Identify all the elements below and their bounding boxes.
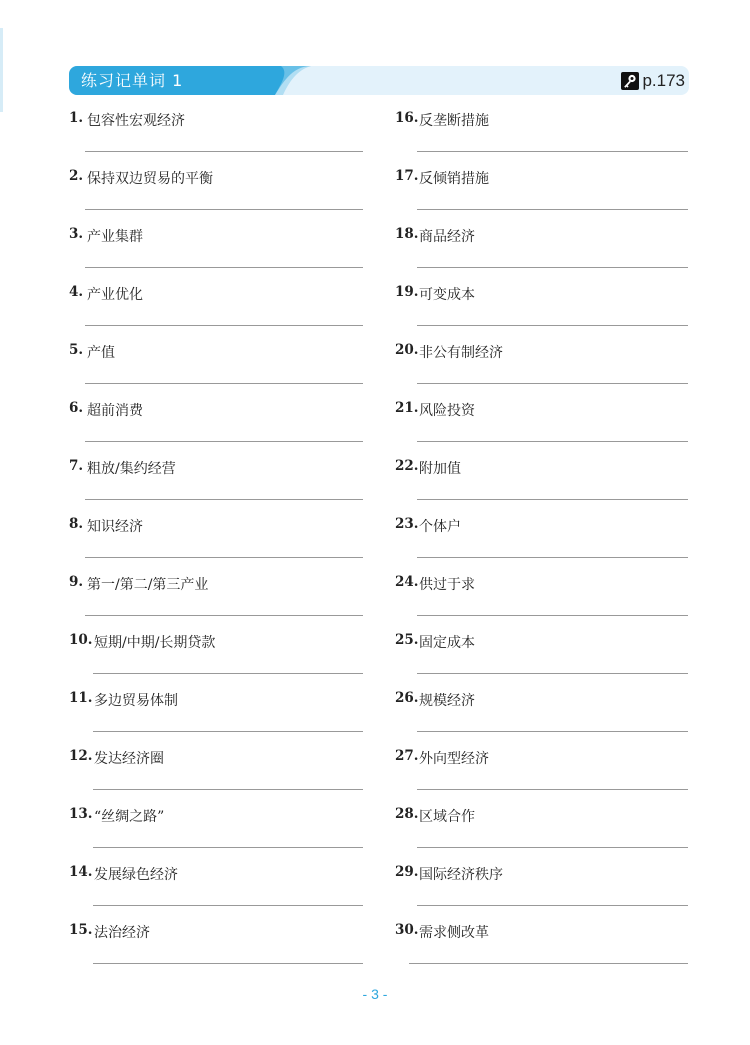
- item-number: 11.: [69, 690, 93, 706]
- answer-line[interactable]: [85, 499, 363, 500]
- item-term: 规模经济: [419, 693, 475, 709]
- item-term: 包容性宏观经济: [87, 113, 185, 129]
- answer-line[interactable]: [417, 731, 688, 732]
- answer-line[interactable]: [417, 383, 688, 384]
- item-term: 法治经济: [94, 925, 150, 941]
- item-number: 25.: [395, 632, 419, 648]
- item-term: 风险投资: [419, 403, 475, 419]
- answer-line[interactable]: [85, 441, 363, 442]
- vocab-item: [69, 684, 363, 742]
- item-term: 附加值: [419, 461, 461, 477]
- page-title: 练习记单词 1: [81, 71, 184, 90]
- answer-line[interactable]: [93, 963, 363, 964]
- vocab-column-left: [69, 104, 363, 974]
- item-term: 区域合作: [419, 809, 475, 825]
- item-term: 反垄断措施: [419, 113, 489, 129]
- vocab-item: [69, 626, 363, 684]
- item-number: 5.: [69, 342, 84, 358]
- vocab-item: [395, 220, 688, 278]
- answer-line[interactable]: [85, 151, 363, 152]
- item-number: 30.: [395, 922, 419, 938]
- item-number: 17.: [395, 168, 419, 184]
- answer-line[interactable]: [85, 267, 363, 268]
- item-term: 固定成本: [419, 635, 475, 651]
- item-term: 产业优化: [87, 287, 143, 303]
- answer-line[interactable]: [417, 847, 688, 848]
- answer-line[interactable]: [417, 441, 688, 442]
- item-number: 18.: [395, 226, 419, 242]
- answer-line[interactable]: [85, 209, 363, 210]
- vocab-item: [69, 220, 363, 278]
- item-number: 14.: [69, 864, 93, 880]
- item-number: 29.: [395, 864, 419, 880]
- item-term: 第一/第二/第三产业: [87, 577, 209, 593]
- item-term: 短期/中期/长期贷款: [94, 635, 216, 651]
- item-term: 发展绿色经济: [94, 867, 178, 883]
- item-term: 产值: [87, 345, 115, 361]
- answer-line[interactable]: [93, 673, 363, 674]
- item-term: 供过于求: [419, 577, 475, 593]
- item-number: 7.: [69, 458, 84, 474]
- section-header: [69, 66, 689, 95]
- vocab-item: [395, 162, 688, 220]
- item-term: “丝绸之路”: [94, 809, 165, 825]
- page-ref-text: p.173: [642, 71, 685, 90]
- item-term: 可变成本: [419, 287, 475, 303]
- item-number: 13.: [69, 806, 93, 822]
- answer-line[interactable]: [85, 557, 363, 558]
- answer-line[interactable]: [93, 731, 363, 732]
- vocab-item: [69, 104, 363, 162]
- item-number: 22.: [395, 458, 419, 474]
- vocab-item: [395, 394, 688, 452]
- vocab-item: [69, 858, 363, 916]
- item-number: 10.: [69, 632, 93, 648]
- item-number: 26.: [395, 690, 419, 706]
- vocab-item: [69, 916, 363, 974]
- item-number: 20.: [395, 342, 419, 358]
- answer-line[interactable]: [417, 325, 688, 326]
- vocab-item: [395, 278, 688, 336]
- answer-line[interactable]: [93, 847, 363, 848]
- item-term: 发达经济圈: [94, 751, 164, 767]
- vocab-item: [395, 626, 688, 684]
- vocab-item: [69, 800, 363, 858]
- answer-line[interactable]: [417, 499, 688, 500]
- answer-key-reference: [621, 66, 685, 95]
- item-number: 23.: [395, 516, 419, 532]
- item-term: 保持双边贸易的平衡: [87, 171, 213, 187]
- vocab-item: [69, 568, 363, 626]
- vocab-item: [69, 510, 363, 568]
- vocab-column-right: [395, 104, 688, 974]
- item-number: 6.: [69, 400, 84, 416]
- item-term: 商品经济: [419, 229, 475, 245]
- answer-line[interactable]: [409, 963, 688, 964]
- item-number: 8.: [69, 516, 84, 532]
- item-number: 4.: [69, 284, 84, 300]
- answer-line[interactable]: [93, 789, 363, 790]
- item-term: 产业集群: [87, 229, 143, 245]
- answer-line[interactable]: [417, 209, 688, 210]
- item-number: 27.: [395, 748, 419, 764]
- item-term: 国际经济秩序: [419, 867, 503, 883]
- vocab-item: [395, 916, 688, 974]
- item-number: 16.: [395, 110, 419, 126]
- vocab-item: [69, 162, 363, 220]
- side-margin-mark: [0, 28, 3, 112]
- answer-line[interactable]: [417, 151, 688, 152]
- page-number: - 3 -: [362, 986, 388, 1002]
- item-number: 9.: [69, 574, 84, 590]
- vocab-item: [395, 858, 688, 916]
- answer-line[interactable]: [85, 615, 363, 616]
- vocab-item: [69, 278, 363, 336]
- item-term: 非公有制经济: [419, 345, 503, 361]
- vocab-item: [395, 452, 688, 510]
- vocab-item: [69, 394, 363, 452]
- answer-line[interactable]: [85, 383, 363, 384]
- item-number: 15.: [69, 922, 93, 938]
- item-number: 21.: [395, 400, 419, 416]
- vocab-item: [395, 684, 688, 742]
- item-number: 2.: [69, 168, 84, 184]
- answer-line[interactable]: [417, 789, 688, 790]
- vocab-item: [69, 452, 363, 510]
- item-number: 1.: [69, 110, 84, 126]
- item-term: 外向型经济: [419, 751, 489, 767]
- item-number: 19.: [395, 284, 419, 300]
- item-term: 多边贸易体制: [94, 693, 178, 709]
- item-term: 知识经济: [87, 519, 143, 535]
- answer-line[interactable]: [417, 673, 688, 674]
- vocab-item: [395, 104, 688, 162]
- vocab-item: [395, 742, 688, 800]
- answer-line[interactable]: [85, 325, 363, 326]
- item-term: 需求侧改革: [419, 925, 489, 941]
- header-tab-curve: [241, 66, 311, 95]
- vocab-item: [395, 510, 688, 568]
- key-icon: [621, 72, 639, 90]
- answer-line[interactable]: [417, 905, 688, 906]
- answer-line[interactable]: [417, 557, 688, 558]
- vocab-item: [395, 568, 688, 626]
- vocab-item: [395, 336, 688, 394]
- vocab-item: [69, 742, 363, 800]
- answer-line[interactable]: [93, 905, 363, 906]
- answer-line[interactable]: [417, 615, 688, 616]
- item-term: 反倾销措施: [419, 171, 489, 187]
- item-term: 粗放/集约经营: [87, 461, 176, 477]
- item-term: 超前消费: [87, 403, 143, 419]
- answer-line[interactable]: [417, 267, 688, 268]
- item-number: 24.: [395, 574, 419, 590]
- item-number: 3.: [69, 226, 84, 242]
- item-number: 28.: [395, 806, 419, 822]
- vocab-item: [69, 336, 363, 394]
- item-term: 个体户: [419, 519, 461, 535]
- item-number: 12.: [69, 748, 93, 764]
- vocab-item: [395, 800, 688, 858]
